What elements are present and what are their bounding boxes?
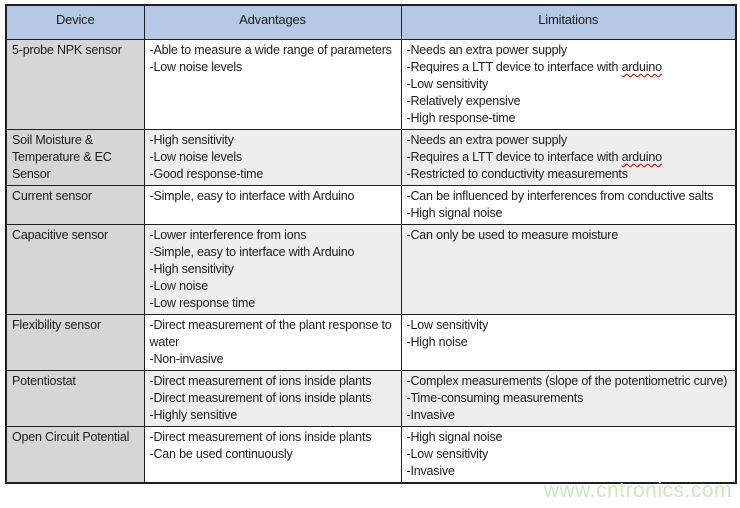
limitations-cell <box>401 225 736 315</box>
limitations-cell <box>401 40 736 130</box>
bullet-item: -Low sensitivity <box>406 447 489 461</box>
bullet-item: -Highly sensitive <box>149 408 238 422</box>
advantages-cell <box>144 427 401 484</box>
bullet-item: -Lower interference from ions <box>149 228 307 242</box>
advantages-cell <box>144 371 401 427</box>
bullet-item: -Time-consuming measurements <box>406 391 584 405</box>
bullet-item: -Relatively expensive <box>406 94 521 108</box>
bullet-item: -Good response-time <box>149 167 264 181</box>
bullet-item: -Needs an extra power supply <box>406 43 567 57</box>
bullet-item: -Direct measurement of ions inside plants <box>149 374 372 388</box>
bullet-item: -High sensitivity <box>149 262 234 276</box>
table-row <box>6 371 736 427</box>
bullet-item: -Requires a LTT device to interface with arduino <box>406 150 662 164</box>
misspelled-word: arduino <box>621 60 662 74</box>
bullet-item: -Requires a LTT device to interface with arduino <box>406 60 662 74</box>
bullet-item: -Can be influenced by interferences from conductive salts <box>406 189 714 203</box>
col-header-limitations: Limitations <box>401 5 736 40</box>
table-body <box>6 40 736 484</box>
bullet-item: -Low noise <box>149 279 208 293</box>
bullet-item: -High response-time <box>406 111 516 125</box>
bullet-item: -Invasive <box>406 464 455 478</box>
bullet-item: -Can only be used to measure moisture <box>406 228 618 242</box>
watermark: www.cntronics.com <box>543 479 732 502</box>
advantages-cell <box>144 315 401 371</box>
bullet-item: -Low noise levels <box>149 150 242 164</box>
header-row <box>6 5 736 40</box>
bullet-item: -Simple, easy to interface with Arduino <box>149 189 355 203</box>
bullet-item: -Can be used continuously <box>149 447 293 461</box>
limitations-cell <box>401 315 736 371</box>
advantages-cell <box>144 225 401 315</box>
device-cell: Open Circuit Potential <box>6 427 144 484</box>
bullet-item: -High signal noise <box>406 430 503 444</box>
advantages-cell <box>144 186 401 225</box>
bullet-item: -Direct measurement of ions inside plants <box>149 391 372 405</box>
device-cell: Flexibility sensor <box>6 315 144 371</box>
advantages-cell <box>144 130 401 186</box>
bullet-item: -Able to measure a wide range of parameters <box>149 43 392 57</box>
col-header-device: Device <box>6 5 144 40</box>
bullet-item: -Low response time <box>149 296 255 310</box>
limitations-cell <box>401 427 736 484</box>
bullet-item: -Needs an extra power supply <box>406 133 567 147</box>
limitations-cell <box>401 371 736 427</box>
table-row <box>6 40 736 130</box>
bullet-item: -Restricted to conductivity measurements <box>406 167 628 181</box>
device-cell: 5-probe NPK sensor <box>6 40 144 130</box>
bullet-item: -Low sensitivity <box>406 318 489 332</box>
bullet-item: -High signal noise <box>406 206 503 220</box>
table-row <box>6 130 736 186</box>
table-row <box>6 186 736 225</box>
device-cell: Capacitive sensor <box>6 225 144 315</box>
table-row <box>6 427 736 484</box>
bullet-item: -Low sensitivity <box>406 77 489 91</box>
device-cell: Potentiostat <box>6 371 144 427</box>
bullet-item: -Invasive <box>406 408 455 422</box>
table-row <box>6 225 736 315</box>
device-cell: Soil Moisture & Temperature & EC Sensor <box>6 130 144 186</box>
bullet-item: -Low noise levels <box>149 60 242 74</box>
misspelled-word: arduino <box>621 150 662 164</box>
device-cell: Current sensor <box>6 186 144 225</box>
bullet-item: -Direct measurement of ions inside plants <box>149 430 372 444</box>
sensor-comparison-table <box>5 4 737 484</box>
limitations-cell <box>401 130 736 186</box>
table-row <box>6 315 736 371</box>
limitations-cell <box>401 186 736 225</box>
bullet-item: -Direct measurement of the plant response to water <box>149 318 392 349</box>
advantages-cell <box>144 40 401 130</box>
col-header-advantages: Advantages <box>144 5 401 40</box>
bullet-item: -Complex measurements (slope of the potentiometric curve) <box>406 374 728 388</box>
bullet-item: -High sensitivity <box>149 133 234 147</box>
bullet-item: -High noise <box>406 335 468 349</box>
bullet-item: -Non-invasive <box>149 352 224 366</box>
bullet-item: -Simple, easy to interface with Arduino <box>149 245 355 259</box>
